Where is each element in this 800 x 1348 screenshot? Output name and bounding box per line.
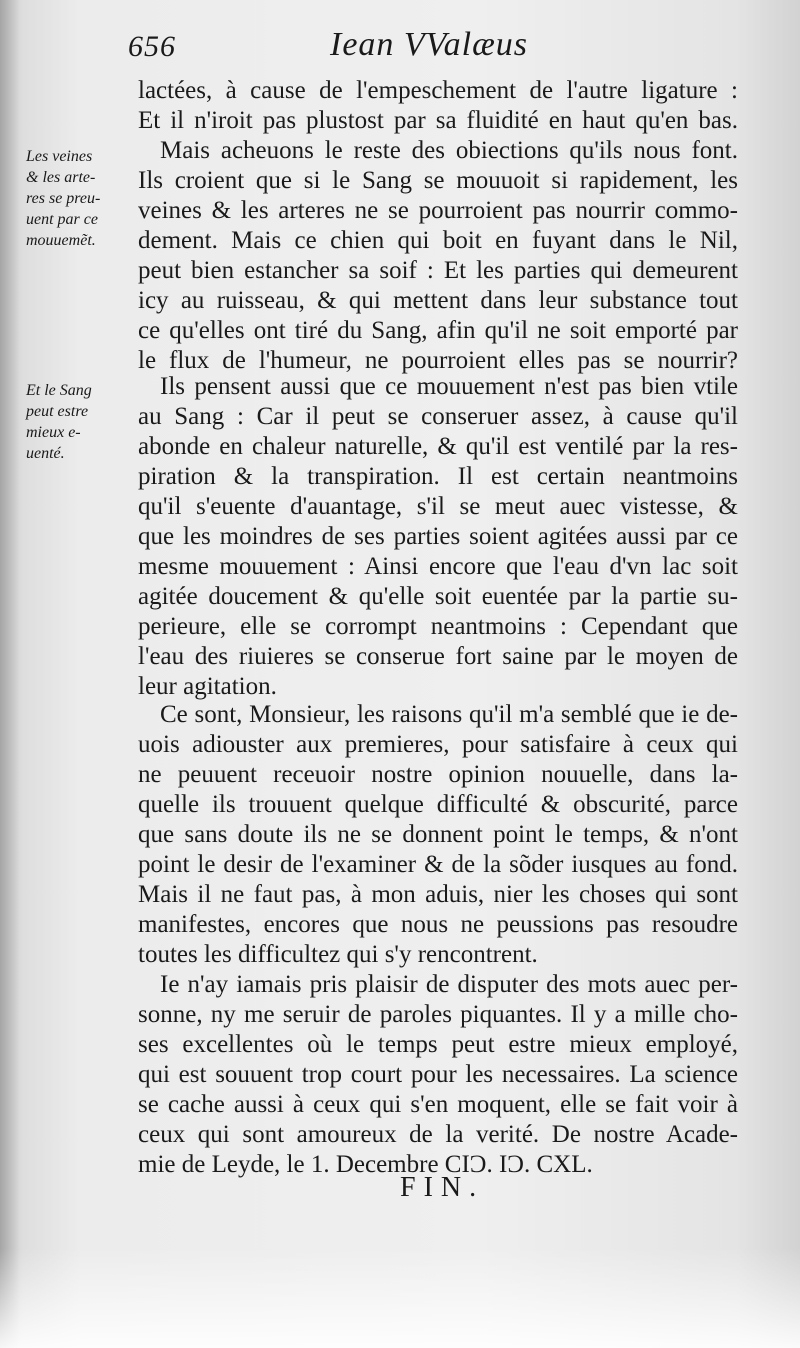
text-line: se cache aussi à ceux qui s'en moquent, elle se fait voir à: [138, 1091, 738, 1118]
text-line: peut bien estancher sa soif : Et les parties qui demeurent: [138, 257, 738, 284]
text-line: dement. Mais ce chien qui boit en fuyant dans le Nil,: [138, 227, 738, 254]
text-line: Ie n'ay iamais pris plaisir de disputer des mots auec per-: [160, 971, 738, 998]
margin-note-line: mouuemẽt.: [26, 232, 96, 249]
text-line: Ce sont, Monsieur, les raisons qu'il m'a semblé que ie de-: [160, 701, 738, 728]
margin-note-line: & les arte-: [26, 169, 96, 186]
text-line: que les moindres de ses parties soient agitées aussi par ce: [138, 523, 738, 550]
text-line: icy au ruisseau, & qui mettent dans leur substance tout: [138, 287, 738, 314]
text-line: Et il n'iroit pas plustost par sa fluidité en haut qu'en bas.: [138, 107, 738, 134]
margin-note-line: uent par ce: [26, 211, 98, 228]
margin-note-line: Et le Sang: [26, 382, 92, 399]
margin-note-line: peut estre: [26, 403, 89, 420]
text-line: ne peuuent receuoir nostre opinion nouuelle, dans la-: [138, 761, 738, 788]
text-line: Mais il ne faut pas, à mon aduis, nier les choses qui sont: [138, 881, 738, 908]
text-line: manifestes, encores que nous ne peussions pas resoudre: [138, 911, 738, 938]
text-line: leur agitation.: [138, 673, 277, 700]
text-line: Mais acheuons le reste des obiections qu'ils nous font.: [160, 137, 738, 164]
text-line: que sans doute ils ne se donnent point le temps, & n'ont: [138, 821, 738, 848]
text-line: perieure, elle se corrompt neantmoins : Cependant que: [138, 613, 738, 640]
page-bottom-fade: [0, 1248, 800, 1348]
margin-note-line: uenté.: [26, 445, 65, 462]
text-line: qui est souuent trop court pour les necessaires. La science: [138, 1061, 738, 1088]
text-line: mie de Leyde, le 1. Decembre CIƆ. IƆ. CXL.: [138, 1151, 593, 1178]
text-line: ceux qui sont amoureux de la verité. De nostre Acade-: [138, 1121, 738, 1148]
text-line: ce qu'elles ont tiré du Sang, afin qu'il ne soit emporté par: [138, 317, 738, 344]
text-line: quelle ils trouuent quelque difficulté & obscurité, parce: [138, 791, 738, 818]
finis: FIN.: [400, 1172, 485, 1203]
text-line: uois adiouster aux premieres, pour satisfaire à ceux qui: [138, 731, 738, 758]
margin-note-line: res se preu-: [26, 190, 101, 207]
text-line: l'eau des riuieres se conserue fort saine par le moyen de: [138, 643, 738, 670]
text-line: mesme mouuement : Ainsi encore que l'eau d'vn lac soit: [138, 553, 738, 580]
text-line: sonne, ny me seruir de paroles piquantes. Il y a mille cho-: [138, 1001, 738, 1028]
text-line: au Sang : Car il peut se conseruer assez, à cause qu'il: [138, 403, 738, 430]
text-line: ses excellentes où le temps peut estre mieux employé,: [138, 1031, 738, 1058]
text-line: toutes les difficultez qui s'y rencontrent.: [138, 941, 538, 968]
text-line: qu'il s'euente d'auantage, s'il se meut auec vistesse, &: [138, 493, 738, 520]
margin-note-line: Les veines: [26, 148, 93, 165]
text-line: abonde en chaleur naturelle, & qu'il est ventilé par la res-: [138, 433, 738, 460]
text-line: le flux de l'humeur, ne pourroient elles pas se nourrir?: [138, 347, 738, 374]
margin-note-veins: [26, 146, 126, 251]
text-line: point le desir de l'examiner & de la sõder iusques au fond.: [138, 851, 738, 878]
text-line: agitée doucement & qu'elle soit euentée par la partie su-: [138, 583, 738, 610]
margin-note-blood: [26, 380, 126, 464]
page-number: 656: [128, 30, 176, 63]
text-line: piration & la transpiration. Il est certain neantmoins: [138, 463, 738, 490]
text-line: Ils pensent aussi que ce mouuement n'est pas bien vtile: [160, 373, 738, 400]
text-line: Ils croient que si le Sang se mouuoit si rapidement, les: [138, 167, 738, 194]
text-line: veines & les arteres ne se pourroient pas nourrir commo-: [138, 197, 738, 224]
gutter-shadow: [0, 0, 20, 1348]
margin-note-line: mieux e-: [26, 424, 81, 441]
text-line: lactées, à cause de l'empeschement de l'autre ligature :: [138, 77, 738, 104]
running-head: Iean VValæus: [330, 26, 529, 63]
